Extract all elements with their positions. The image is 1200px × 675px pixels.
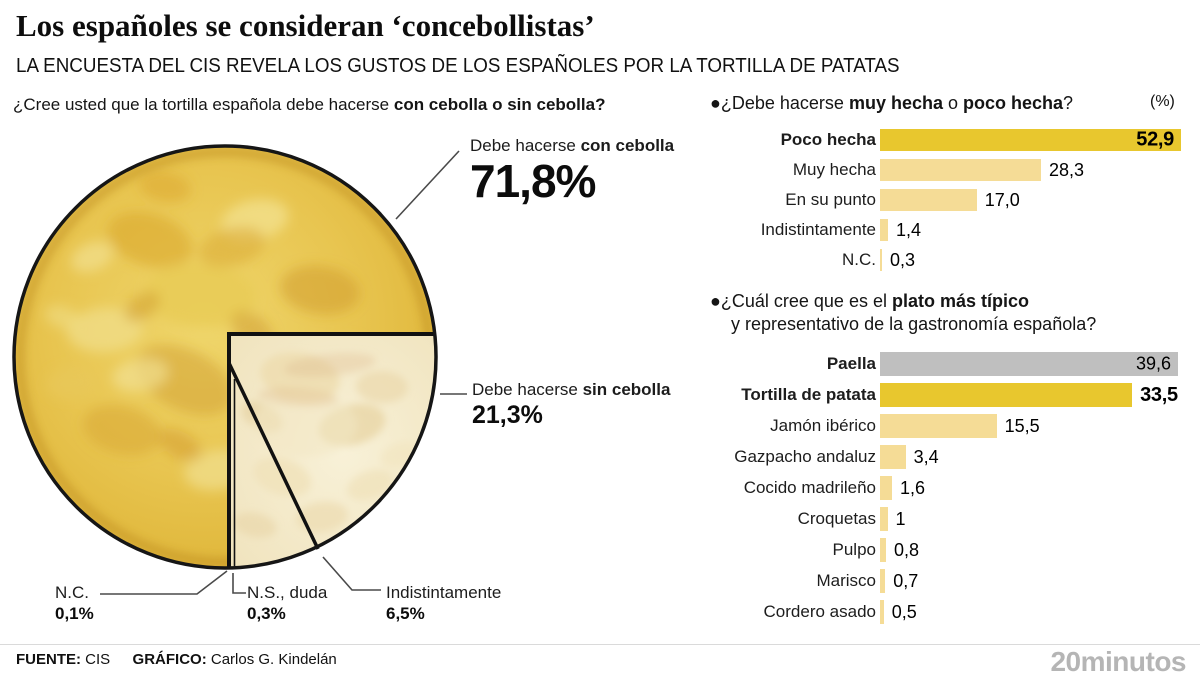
callout-ns [247,583,327,625]
bar-track [880,219,1184,241]
callout-nc-label: N.C. [55,583,89,602]
bar-value: 0,8 [894,539,920,560]
bar-track [880,600,1184,624]
bar-value: 33,5 [1140,383,1178,406]
bar-value: 1 [895,508,906,529]
bar-label: Cocido madrileño [743,478,876,497]
percent-unit-label: (%) [1150,93,1175,110]
bar-label: Gazpacho andaluz [734,447,876,466]
text-segment: con cebolla o sin cebolla? [393,95,606,114]
chart2-question [710,290,1096,336]
pie-question [13,93,605,116]
text-segment: ¿Cree usted que la tortilla española debe hacerse [13,95,394,114]
callout-ind-value: 6,5% [386,604,425,623]
bar-track [880,129,1184,151]
bar-chart-typical-dish [712,352,1184,631]
bar-track [880,189,1184,211]
bar [880,383,1132,407]
bar-value: 15,5 [1004,415,1040,436]
bar-track [880,352,1184,376]
bar-value: 0,5 [891,601,917,622]
bar-row [712,189,1184,211]
bar-label: Cordero asado [763,602,876,621]
text-segment: Debe hacerse [470,136,581,155]
bar-value: 28,3 [1049,159,1085,180]
bar-label: Pulpo [832,540,876,559]
text-segment: ? [1063,93,1074,113]
leader-con-cebolla [396,151,459,219]
footer-divider [0,644,1200,645]
text-segment: o [943,93,964,113]
bar-track [880,538,1184,562]
bar-label: Jamón ibérico [770,416,876,435]
bar [880,189,977,211]
bar-row [712,219,1184,241]
text-segment: plato más típico [891,291,1029,311]
callout-ns-label: N.S., duda [247,583,328,602]
callout-con-value: 71,8% [470,155,596,207]
bar [880,129,1181,151]
bar-label: N.C. [842,250,876,269]
bar [880,249,882,271]
bar [880,476,892,500]
bar-value: 39,6 [1135,353,1171,374]
bar-row [712,507,1184,531]
bar-track [880,414,1184,438]
chart1-question [710,92,1073,115]
text-segment: poco hecha [963,93,1064,113]
text-segment: Debe hacerse [472,380,583,399]
bar-chart-doneness [712,129,1184,279]
bar-value: 0,3 [890,249,916,270]
callout-nc [55,583,94,625]
text-segment: ● [710,291,721,311]
bar-label: En su punto [785,190,876,209]
bar [880,414,997,438]
bar-row [712,352,1184,376]
bar-value: 1,4 [895,219,921,240]
bar-row [712,414,1184,438]
page-title: Los españoles se consideran ‘concebollistas’ [16,8,595,43]
bar [880,600,884,624]
callout-ns-value: 0,3% [247,604,286,623]
bar [880,219,888,241]
bar-value: 52,9 [1136,128,1174,151]
bar [880,538,886,562]
text-segment: ● [710,93,721,113]
bar-track [880,569,1184,593]
bar [880,159,1041,181]
bar-track [880,445,1184,469]
callout-con-cebolla [470,136,674,206]
text-segment: ¿Debe hacerse [720,93,849,113]
bar-row [712,600,1184,624]
chart2-question-line2 [710,313,1096,336]
bar-label: Paella [826,354,876,373]
bar-row [712,538,1184,562]
footer-credits [16,651,337,668]
callout-sin-cebolla [472,380,670,430]
chart2-question-line1 [710,290,1096,313]
bar-label: Tortilla de patata [741,385,876,404]
callout-nc-value: 0,1% [55,604,94,623]
bar-track [880,383,1184,407]
text-segment: con cebolla [580,136,675,155]
bar-track [880,159,1184,181]
bar-row [712,159,1184,181]
bar-row [712,445,1184,469]
bar-label: Croquetas [797,509,876,528]
text-segment: ¿Cuál cree que es el [720,291,892,311]
bar-label: Indistintamente [760,220,876,239]
bar-value: 17,0 [984,189,1020,210]
bar-label: Marisco [816,571,876,590]
credit-value: Carlos G. Kindelán [210,651,337,668]
source-value: CIS [85,651,111,668]
bar-track [880,249,1184,271]
20minutos-logo [1050,646,1186,675]
bar-label: Muy hecha [792,160,876,179]
bar-row [712,383,1184,407]
bar-row [712,249,1184,271]
page-subtitle: LA ENCUESTA DEL CIS REVELA LOS GUSTOS DE LOS ESPAÑOLES POR LA TORTILLA DE PATATAS [16,55,900,77]
bar [880,445,906,469]
text-segment: muy hecha [848,93,943,113]
leader-ns [233,573,246,593]
logo-suffix: minutos [1080,646,1186,675]
bar-row [712,129,1184,151]
bar [880,352,1178,376]
text-segment: y representativo de la gastronomía española? [731,314,1097,334]
callout-sin-value: 21,3% [472,401,543,429]
leader-indistintamente [323,557,381,590]
text-segment: sin cebolla [582,380,671,399]
callout-con-label [470,136,674,156]
bar-value: 3,4 [913,446,939,467]
source-label: FUENTE: [16,651,81,668]
callout-ind-label: Indistintamente [386,583,502,602]
bar-track [880,476,1184,500]
bar-label: Poco hecha [780,130,876,149]
credit-label: GRÁFICO: [132,651,207,668]
bar [880,507,888,531]
logo-prefix: 20 [1050,646,1081,675]
leader-nc [100,571,227,594]
bar-row [712,569,1184,593]
bar-track [880,507,1184,531]
bar-row [712,476,1184,500]
bar-value: 0,7 [893,570,919,591]
bar-value: 1,6 [900,477,926,498]
bar [880,569,885,593]
callout-sin-label [472,380,670,400]
callout-indistintamente [386,583,501,625]
